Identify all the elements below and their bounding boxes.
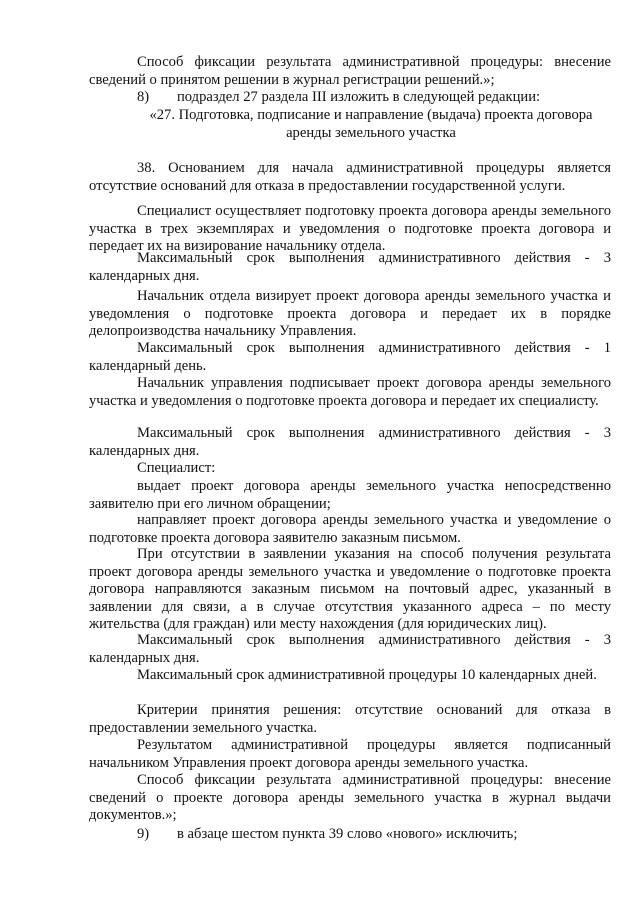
paragraph-send-by-mail: направляет проект договора аренды земельного участка и уведомление о подготовке проекта договора заявителю заказным письмом.: [89, 512, 611, 546]
list-item-9: [137, 826, 611, 844]
paragraph-fixation-registration: Способ фиксации результата административной процедуры: внесение сведений о принятом решении в журнал регистрации решений.»;: [89, 54, 611, 88]
paragraph-max-procedure-term: Максимальный срок административной процедуры 10 календарных дней.: [137, 667, 597, 683]
paragraph-38: 38. Основанием для начала административной процедуры является отсутствие оснований для отказа в предоставлении государственной услуги.: [89, 160, 611, 194]
paragraph-no-delivery-method: При отсутствии в заявлении указания на способ получения результата проект договора аренды земельного участка и уведомление о подготовке проекта договора направляются заказным письмом на почтовый адрес, указанный в заявлении для связи, а в случае отсутствия указанного адреса – по месту жительства (для граждан) или месту нахождения (для юридических лиц).: [89, 546, 611, 633]
paragraph-decision-criteria: Критерии принятия решения: отсутствие оснований для отказа в предоставлении земельного участка.: [89, 702, 611, 736]
paragraph-max-term-4: Максимальный срок выполнения административного действия - 3 календарных дня.: [89, 632, 611, 666]
item-text: в абзаце шестом пункта 39 слово «нового» исключить;: [177, 826, 518, 842]
list-item-8: [137, 89, 611, 107]
paragraph-max-term-3: Максимальный срок выполнения административного действия - 3 календарных дня.: [89, 425, 611, 459]
paragraph-fixation-issue: Способ фиксации результата административной процедуры: внесение сведений о проекте договора аренды земельного участка в журнал выдачи документов.»;: [89, 772, 611, 824]
paragraph-department-head: Начальник отдела визирует проект договора аренды земельного участка и уведомления о подготовке проекта договора и передает их в порядке делопроизводства начальнику Управления.: [89, 288, 611, 340]
paragraph-procedure-result: Результатом административной процедуры является подписанный начальником Управления проект договора аренды земельного участка.: [89, 737, 611, 771]
item-number: 8): [137, 89, 150, 105]
item-number: 9): [137, 826, 150, 842]
paragraph-max-term-1: Максимальный срок выполнения административного действия - 3 календарных дня.: [89, 250, 611, 284]
paragraph-specialist: Специалист:: [137, 460, 216, 476]
item-text: подраздел 27 раздела III изложить в следующей редакции:: [177, 89, 541, 105]
paragraph-max-term-2: Максимальный срок выполнения административного действия - 1 календарный день.: [89, 340, 611, 374]
paragraph-specialist-prepares: Специалист осуществляет подготовку проекта договора аренды земельного участка в трех экземплярах и уведомления о подготовке проекта договора и передает их на визирование начальнику отдела.: [89, 203, 611, 255]
section-heading: «27. Подготовка, подписание и направление (выдача) проекта договора аренды земельного участка: [149, 107, 593, 141]
paragraph-head-signs: Начальник управления подписывает проект договора аренды земельного участка и уведомления о подготовке проекта договора и передает их специалисту.: [89, 375, 611, 409]
paragraph-issue-in-person: выдает проект договора аренды земельного участка непосредственно заявителю при его личном обращении;: [89, 478, 611, 512]
